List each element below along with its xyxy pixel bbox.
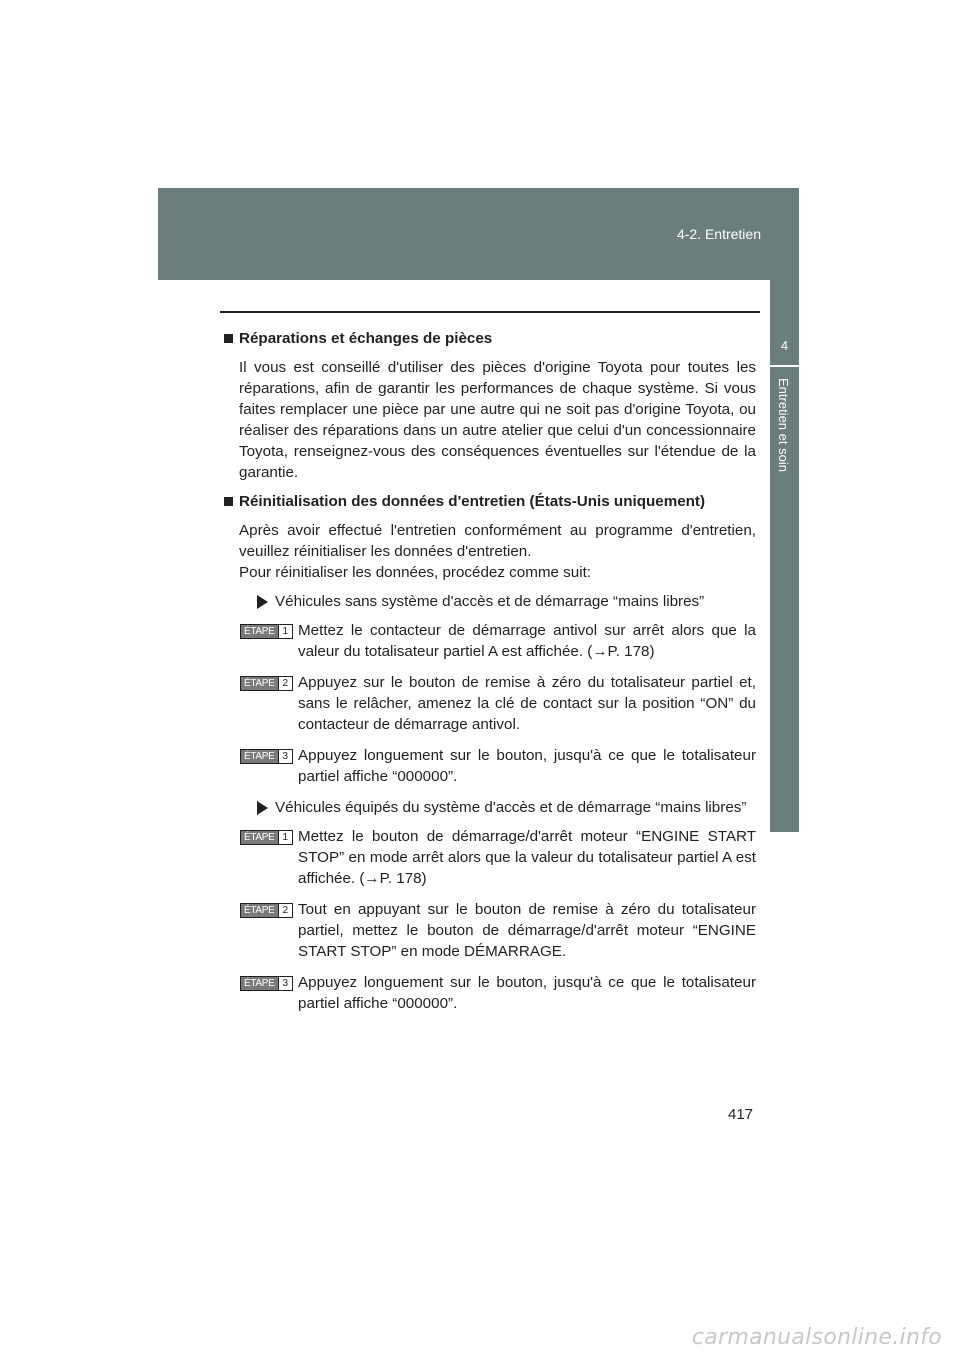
step-badge (240, 676, 293, 691)
step-badge-label: ÉTAPE (241, 625, 278, 638)
triangle-arrow-icon (257, 801, 268, 815)
section2-heading-text: Réinitialisation des données d'entretien (États-Unis uniquement) (239, 493, 706, 510)
page-content (224, 328, 756, 1024)
step-text: Appuyez sur le bouton de remise à zéro du totalisateur partiel et, sans le relâcher, amenez la clé de contact sur la position “ON” du contacteur de démarrage antivol. (298, 674, 756, 733)
watermark-logo: carmanualsonline.info (691, 1325, 942, 1350)
step-text: Mettez le bouton de démarrage/d'arrêt moteur “ENGINE START STOP” en mode arrêt alors que la valeur du totalisateur partiel A est affichée. (→P. 178) (298, 828, 756, 887)
step-badge-number: 1 (278, 625, 293, 638)
chapter-side-tab (770, 280, 799, 832)
section1-heading (224, 328, 756, 349)
section1-body: Il vous est conseillé d'utiliser des pièces d'origine Toyota pour toutes les réparations, afin de garantir les performances de chaque système. Si vous faites remplacer une pièce par une autre qui ne soit pas d'origine Toyota, ou réaliser des réparations dans un autre atelier que celui d'un concessionnaire Toyota, renseignez-vous des conséquences éventuelles sur l'étendue de la garantie. (239, 359, 756, 481)
group-a-title (257, 591, 756, 612)
top-rule (220, 311, 760, 313)
step-text: Mettez le contacteur de démarrage antivol sur arrêt alors que la valeur du totalisateur partiel A est affichée. (→P. 178) (298, 622, 756, 660)
side-tab-divider (770, 365, 799, 367)
step-badge-label: ÉTAPE (241, 904, 278, 917)
step-item (224, 899, 756, 962)
step-badge-number: 3 (278, 977, 293, 990)
step-badge (240, 749, 293, 764)
step-badge-label: ÉTAPE (241, 831, 278, 844)
header-band (158, 188, 799, 280)
step-badge-number: 2 (278, 677, 293, 690)
step-badge-label: ÉTAPE (241, 677, 278, 690)
step-text: Appuyez longuement sur le bouton, jusqu'à ce que le totalisateur partiel affiche “000000”. (298, 974, 756, 1012)
section2-instruction: Pour réinitialiser les données, procédez comme suit: (239, 564, 592, 581)
section1-heading-text: Réparations et échanges de pièces (239, 330, 493, 347)
step-badge (240, 976, 293, 991)
chapter-number: 4 (780, 338, 789, 353)
step-badge-number: 2 (278, 904, 293, 917)
step-badge-number: 3 (278, 750, 293, 763)
step-item (224, 972, 756, 1014)
chapter-label: Entretien et soin (776, 378, 791, 472)
group-a-title-text: Véhicules sans système d'accès et de démarrage “mains libres” (275, 593, 705, 610)
step-badge (240, 624, 293, 639)
step-badge (240, 903, 293, 918)
triangle-arrow-icon (257, 595, 268, 609)
page-number: 417 (728, 1106, 754, 1123)
step-text: Tout en appuyant sur le bouton de remise à zéro du totalisateur partiel, mettez le bouton de démarrage/d'arrêt moteur “ENGINE START STOP” en mode DÉMARRAGE. (298, 901, 756, 960)
square-bullet-icon (224, 497, 233, 506)
square-bullet-icon (224, 334, 233, 343)
group-b-title-text: Véhicules équipés du système d'accès et de démarrage “mains libres” (275, 799, 747, 816)
step-item (224, 672, 756, 735)
step-badge-label: ÉTAPE (241, 750, 278, 763)
step-badge-label: ÉTAPE (241, 977, 278, 990)
section2-intro: Après avoir effectué l'entretien conformément au programme d'entretien, veuillez réinitialiser les données d'entretien. (239, 522, 756, 560)
step-item (224, 745, 756, 787)
group-b-title (257, 797, 756, 818)
step-item (224, 826, 756, 889)
step-badge-number: 1 (278, 831, 293, 844)
step-text: Appuyez longuement sur le bouton, jusqu'à ce que le totalisateur partiel affiche “000000”. (298, 747, 756, 785)
step-badge (240, 830, 293, 845)
step-item (224, 620, 756, 662)
section-title: 4-2. Entretien (676, 226, 761, 242)
section2-heading (224, 491, 756, 512)
